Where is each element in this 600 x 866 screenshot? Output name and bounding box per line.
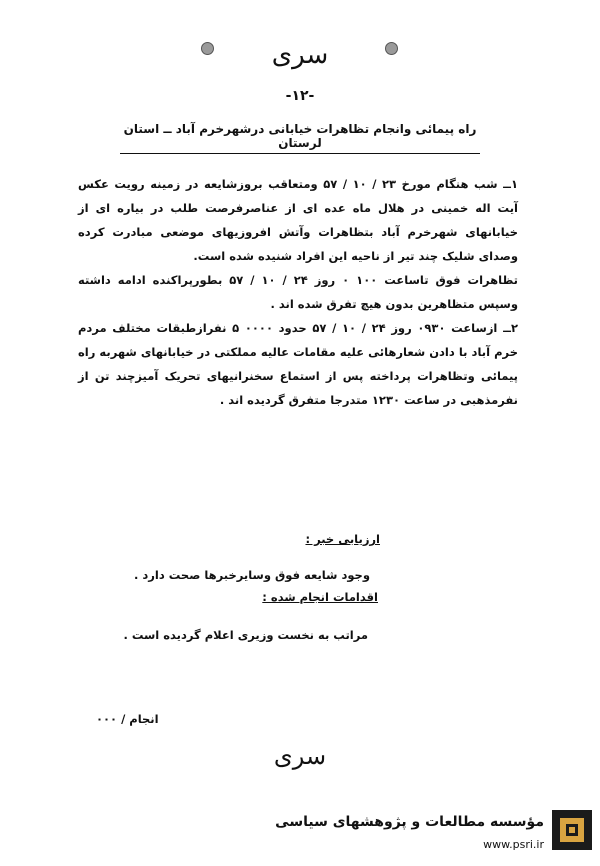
paragraph-3: ۲ــ ازساعت ۰۹۳۰ روز ۲۴ / ۱۰ / ۵۷ حدود ۰۰۰۰ ۵ نفرازطبقات مختلف مردم خرم آباد با دادن شعارهائی علیه مقامات عالیه مملکتی در خیابانهای شهربه راه پیمائی وتظاهرات پرداخته پس از استماع سخنرانیهای تحریک آمیزچند تن از نفرمذهبی در ساعت ۱۲۳۰ متدرجا متفرق گردیده اند .	[78, 321, 518, 407]
psri-logo-icon	[552, 810, 592, 850]
footer-branding	[275, 806, 600, 862]
classification-top: سری	[271, 40, 329, 70]
document-ending: انجام / ۰۰۰	[96, 712, 159, 726]
page-number: -۱۲-	[285, 88, 315, 104]
document-subject: راه پیمائی وانجام تظاهرات خیابانی درشهرخرم آباد ــ استان لرستان	[120, 122, 480, 154]
institute-url: www.psri.ir	[483, 838, 544, 851]
paragraph-2: تظاهرات فوق تاساعت ۱۰۰ ۰ روز ۲۴ / ۱۰ / ۵۷ بطورپراکنده ادامه داشته وسپس متظاهرین بدون هیچ تفرق شده اند .	[78, 273, 518, 311]
classification-bottom: سری	[273, 742, 327, 770]
institute-name: مؤسسه مطالعات و پژوهشهای سیاسی	[275, 814, 544, 830]
actions-heading: اقدامات انجام شده :	[262, 590, 378, 604]
paragraph-1: ۱ــ شب هنگام مورخ ۲۳ / ۱۰ / ۵۷ ومتعاقب بروزشایعه در زمینه رویت عکس آیت اله خمینی در هلال ماه عده ای از عناصرفرصت طلب در بیاره ای از خیابانهای شهرخرم آباد بتظاهرات وآتش افروزیهای موضعی مبادرت کرده وصدای شلیک چند تیر از ناحیه این افراد شنیده شده است.	[78, 177, 518, 263]
report-body	[78, 172, 518, 412]
assessment-heading: ارزیابی خبر :	[305, 532, 380, 546]
assessment-text: وجود شایعه فوق وسایرخبرها صحت دارد .	[134, 568, 370, 582]
actions-text: مراتب به نخست وزیری اعلام گردیده است .	[123, 628, 368, 642]
